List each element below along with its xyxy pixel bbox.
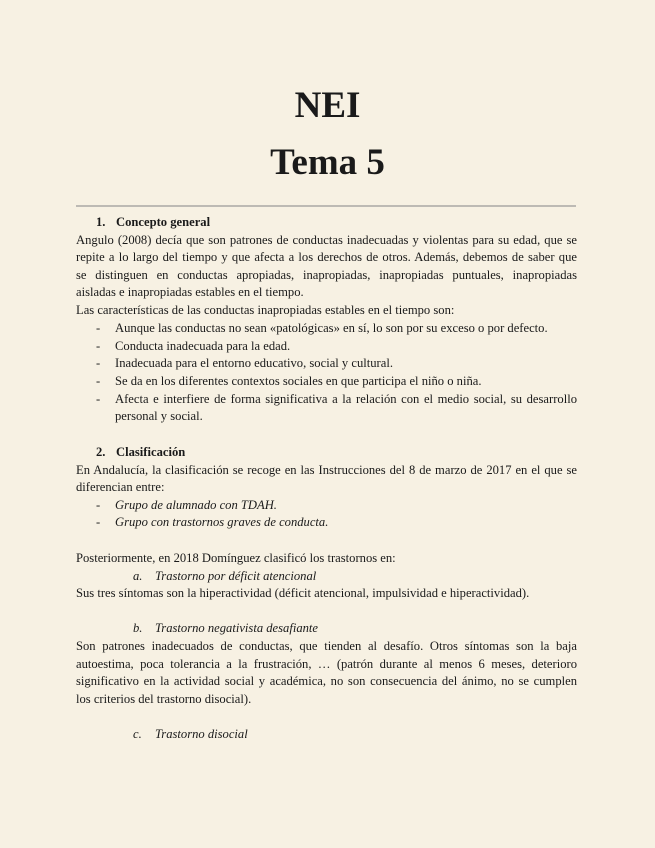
paragraph-line: se distinguen en conductas apropiadas, inapropiadas, inapropiadas puntuales, inapropiadas — [76, 268, 577, 282]
paragraph-line: diferencian entre: — [76, 480, 165, 494]
bullet-dash: - — [96, 339, 101, 353]
paragraph-line: Posteriormente, en 2018 Domínguez clasificó los trastornos en: — [76, 551, 396, 565]
bullet-dash: - — [96, 321, 101, 335]
bullet-dash: - — [96, 498, 101, 512]
document-title: NEI — [294, 85, 361, 126]
bullet-dash: - — [96, 374, 101, 388]
subsection-title: Trastorno disocial — [155, 727, 248, 741]
bullet-dash: - — [96, 515, 101, 529]
section-1-heading — [96, 214, 210, 230]
list-item: Conducta inadecuada para la edad. — [115, 339, 291, 353]
subsection-letter: b. — [133, 621, 143, 635]
list-item: Inadecuada para el entorno educativo, social y cultural. — [115, 356, 393, 370]
paragraph-line: Son patrones inadecuados de conductas, que tienden al desafío. Otros síntomas son la baja — [76, 639, 577, 653]
section-number: 2. — [96, 445, 106, 459]
paragraph-line: Sus tres síntomas son la hiperactividad (déficit atencional, impulsividad e hiperactividad). — [76, 586, 530, 600]
subsection-title: Trastorno por déficit atencional — [155, 569, 317, 583]
paragraph-line: En Andalucía, la clasificación se recoge en las Instrucciones del 8 de marzo de 2017 en el que se — [76, 463, 577, 477]
list-item: Se da en los diferentes contextos sociales en que participa el niño o niña. — [115, 374, 482, 388]
list-item: Aunque las conductas no sean «patológicas» en sí, lo son por su exceso o por defecto. — [115, 321, 548, 335]
subsection-title: Trastorno negativista desafiante — [155, 621, 319, 635]
paragraph-line: significativo en la actividad social y académica, no son consecuencia del ánimo, no se cumplen — [76, 674, 577, 688]
section-title: Concepto general — [116, 215, 211, 229]
list-item-continuation: personal y social. — [115, 409, 203, 423]
horizontal-rule — [76, 205, 576, 207]
paragraph-line: Angulo (2008) decía que son patrones de conductas inadecuadas y violentas para su edad, que se — [76, 233, 577, 247]
list-item: Afecta e interfiere de forma significativa a la relación con el medio social, su desarrollo — [115, 392, 577, 406]
paragraph-intro: Las características de las conductas inapropiadas estables en el tiempo son: — [76, 303, 455, 317]
section-number: 1. — [96, 215, 106, 229]
section-2-heading — [96, 444, 185, 460]
list-item: Grupo con trastornos graves de conducta. — [115, 515, 329, 529]
list-item: Grupo de alumnado con TDAH. — [115, 498, 277, 512]
subsection-letter: c. — [133, 727, 142, 741]
document-subtitle: Tema 5 — [270, 142, 385, 183]
paragraph-line: los criterios del trastorno disocial). — [76, 692, 252, 706]
subsection-letter: a. — [133, 569, 143, 583]
bullet-dash: - — [96, 356, 101, 370]
paragraph-line: autoestima, poca tolerancia a la frustración, … (patrón durante al menos 6 meses, deterioro — [76, 657, 577, 671]
bullet-dash: - — [96, 392, 101, 406]
section-title: Clasificación — [116, 445, 186, 459]
paragraph-line: repite a lo largo del tiempo y que afecta a los derechos de otros. Además, debemos de saber que — [76, 250, 577, 264]
paragraph-line: aisladas e inapropiadas estables en el tiempo. — [76, 285, 304, 299]
